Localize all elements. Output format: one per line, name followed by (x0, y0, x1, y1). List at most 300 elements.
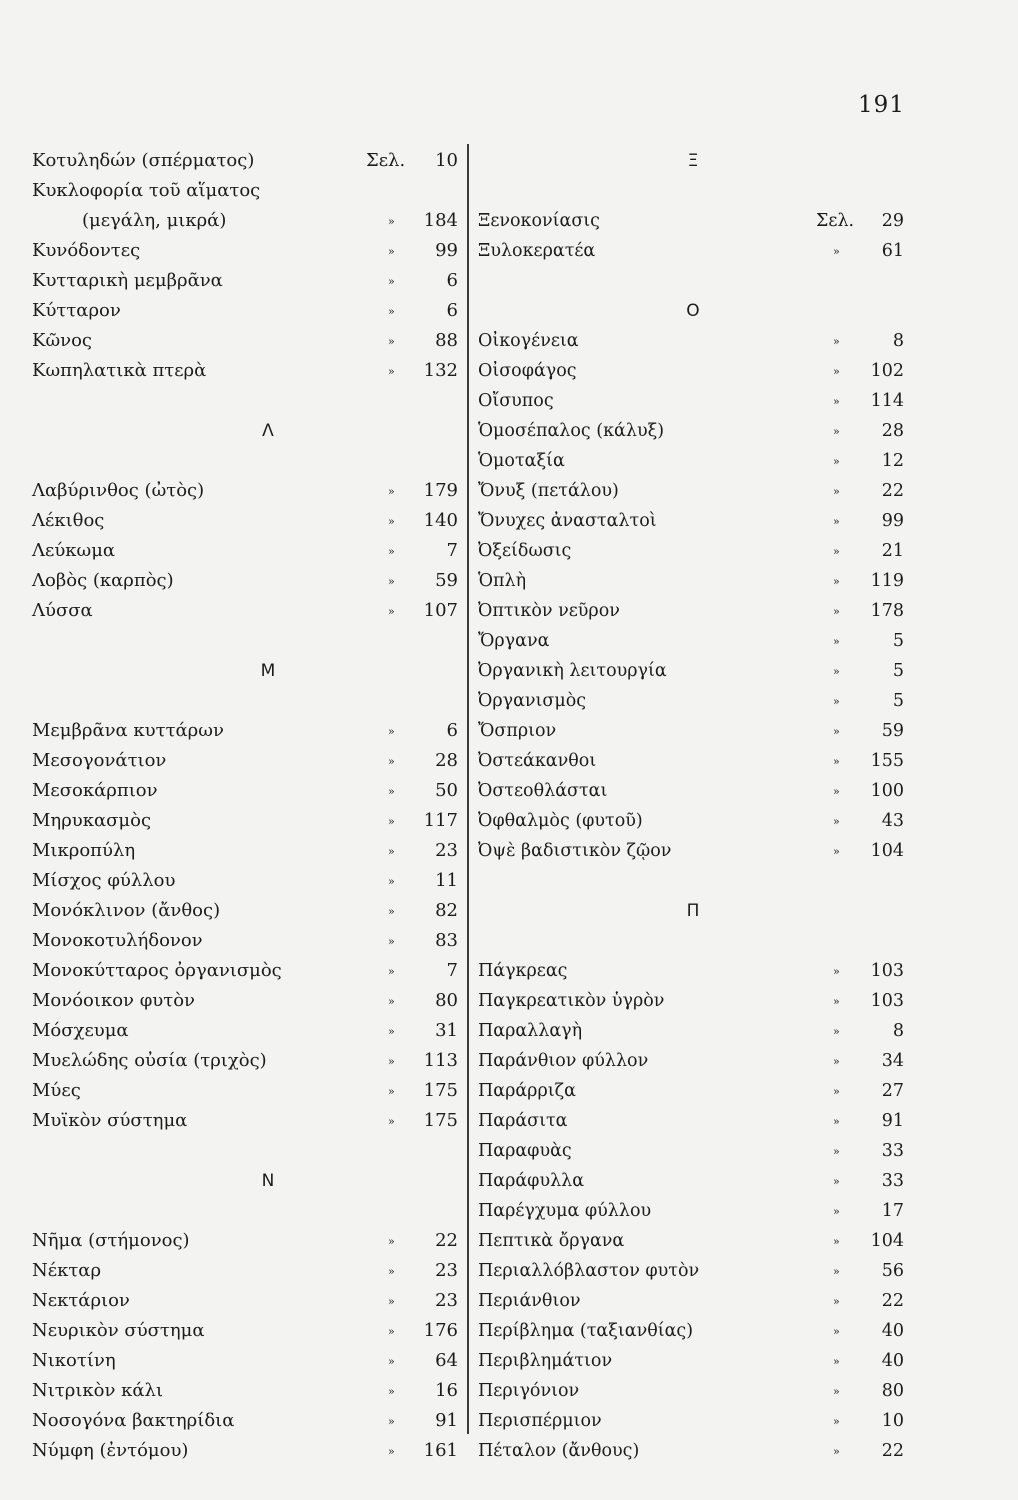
page-reference: 155 (870, 751, 904, 771)
page-reference: 40 (881, 1321, 904, 1341)
page-reference: 88 (435, 330, 458, 351)
index-entry (32, 1256, 460, 1286)
index-entry (32, 866, 460, 896)
index-entry (32, 1076, 460, 1106)
entry-term: Ὀστεάκανθοι (478, 751, 597, 771)
page-reference: 117 (423, 810, 458, 831)
index-entry (32, 566, 460, 596)
index-entry (478, 1286, 908, 1316)
index-entry (478, 1346, 908, 1376)
entry-term: Μονόκλινον (ἄνθος) (32, 900, 221, 921)
ditto-mark: » (833, 1085, 840, 1098)
page-reference: 22 (881, 481, 904, 501)
page-reference: 91 (881, 1111, 904, 1131)
ditto-mark: » (833, 395, 840, 408)
entry-term: Μόσχευμα (32, 1020, 129, 1041)
page-reference: 104 (870, 841, 904, 861)
ditto-mark: » (833, 1115, 840, 1128)
entry-term: Νιτρικὸν κάλι (32, 1380, 164, 1401)
page-reference: 5 (892, 631, 904, 651)
ditto-mark: » (388, 845, 395, 858)
ditto-mark: » (833, 1205, 840, 1218)
index-entry (478, 596, 908, 626)
ditto-mark: » (833, 485, 840, 498)
page-reference: 28 (881, 421, 904, 441)
entry-term: Ξυλοκερατέα (478, 241, 596, 261)
entry-term: Μίσχος φύλλου (32, 870, 176, 891)
ditto-mark: » (388, 1445, 395, 1458)
entry-term: Ὄνυχες ἀνασταλτοὶ (478, 511, 657, 531)
entry-term: Παράνθιον φύλλον (478, 1051, 649, 1071)
ditto-mark: » (388, 515, 395, 528)
entry-term: Μικροπύλη (32, 840, 136, 861)
ditto-mark: » (833, 1385, 840, 1398)
index-entry (478, 1016, 908, 1046)
index-entry (478, 506, 908, 536)
index-entry (478, 566, 908, 596)
entry-term: Κυνόδοντες (32, 240, 141, 261)
entry-term: Μονόοικον φυτὸν (32, 990, 195, 1011)
index-entry (32, 506, 460, 536)
entry-term: Ὀργανικὴ λειτουργία (478, 661, 667, 681)
ditto-mark: » (833, 965, 840, 978)
entry-term: Παράρριζα (478, 1081, 576, 1101)
ditto-mark: » (833, 695, 840, 708)
page-reference: 27 (881, 1081, 904, 1101)
ditto-mark: » (388, 815, 395, 828)
page-reference: 82 (435, 900, 458, 921)
page-reference: 114 (870, 391, 904, 411)
ditto-mark: » (388, 1355, 395, 1368)
page-reference: 28 (435, 750, 458, 771)
entry-term: Πέταλον (ἄνθους) (478, 1441, 640, 1461)
page-reference: 23 (435, 1260, 458, 1281)
index-entry (478, 476, 908, 506)
index-entry (32, 146, 460, 176)
section-letter-heading: Μ (260, 661, 276, 681)
ditto-mark: » (388, 245, 395, 258)
page-label: Σελ. (366, 150, 406, 171)
page-reference: 184 (423, 210, 458, 231)
index-entry (32, 356, 460, 386)
page-reference: 33 (881, 1171, 904, 1191)
index-entry (32, 476, 460, 506)
index-entry (478, 716, 908, 746)
page-reference: 10 (435, 150, 458, 171)
ditto-mark: » (388, 725, 395, 738)
index-entry (32, 1436, 460, 1466)
page-reference: 34 (881, 1051, 904, 1071)
entry-term: Μονοκύτταρος ὀργανισμὸς (32, 960, 282, 981)
entry-term: Ξενοκονίασις (478, 211, 600, 231)
page-reference: 119 (870, 571, 904, 591)
page-reference: 179 (423, 480, 458, 501)
section-letter-heading: Λ (262, 421, 274, 441)
left-index-column (32, 146, 460, 1466)
entry-term: Ὀργανισμὸς (478, 691, 587, 711)
entry-term: Λεύκωμα (32, 540, 116, 561)
index-entry (478, 686, 908, 716)
page-reference: 10 (881, 1411, 904, 1431)
ditto-mark: » (388, 575, 395, 588)
entry-term: Οἰσοφάγος (478, 361, 577, 381)
entry-term: Νευρικὸν σύστημα (32, 1320, 205, 1341)
ditto-mark: » (388, 785, 395, 798)
page-reference: 132 (423, 360, 458, 381)
index-entry (32, 716, 460, 746)
ditto-mark: » (388, 365, 395, 378)
ditto-mark: » (833, 425, 840, 438)
index-entry (32, 1346, 460, 1376)
index-entry (32, 296, 460, 326)
entry-term: Ὄσπριον (478, 721, 557, 741)
index-entry (32, 206, 460, 236)
page-label: Σελ. (816, 211, 855, 231)
ditto-mark: » (833, 365, 840, 378)
blank-line (32, 386, 460, 416)
ditto-mark: » (833, 1325, 840, 1338)
index-entry (478, 956, 908, 986)
ditto-mark: » (388, 1325, 395, 1338)
page-reference: 102 (870, 361, 904, 381)
index-entry (478, 236, 908, 266)
entry-term: Ὀξείδωσις (478, 541, 572, 561)
entry-term: Ὀφθαλμὸς (φυτοῦ) (478, 811, 643, 831)
ditto-mark: » (833, 815, 840, 828)
entry-term: Λοβὸς (καρπὸς) (32, 570, 174, 591)
page-reference: 29 (881, 211, 904, 231)
page-reference: 43 (881, 811, 904, 831)
ditto-mark: » (388, 1085, 395, 1098)
index-entry (478, 1046, 908, 1076)
ditto-mark: » (833, 1355, 840, 1368)
page-reference: 104 (870, 1231, 904, 1251)
entry-term: Παράσιτα (478, 1111, 568, 1131)
entry-term: Περιγόνιον (478, 1381, 580, 1401)
entry-term: Λαβύρινθος (ὠτὸς) (32, 480, 205, 501)
column-divider (467, 144, 469, 1434)
page-reference: 23 (435, 840, 458, 861)
index-entry (32, 1376, 460, 1406)
ditto-mark: » (388, 305, 395, 318)
index-entry (32, 326, 460, 356)
right-index-column (478, 146, 908, 1466)
index-entry (32, 176, 460, 206)
page-reference: 5 (892, 691, 904, 711)
ditto-mark: » (388, 275, 395, 288)
index-entry (478, 1436, 908, 1466)
index-entry (32, 536, 460, 566)
page-reference: 103 (870, 991, 904, 1011)
entry-term: Μύες (32, 1080, 81, 1101)
ditto-mark: » (833, 545, 840, 558)
page-reference: 59 (435, 570, 458, 591)
index-entry (478, 1316, 908, 1346)
page-reference: 8 (892, 331, 904, 351)
entry-term: Ὁμοσέπαλος (κάλυξ) (478, 421, 665, 441)
entry-term: Περιβλημάτιον (478, 1351, 613, 1371)
index-entry (478, 326, 908, 356)
page-reference: 100 (870, 781, 904, 801)
entry-term: Νοσογόνα βακτηρίδια (32, 1410, 235, 1431)
index-entry (478, 776, 908, 806)
index-entry (478, 356, 908, 386)
index-entry (478, 206, 908, 236)
entry-term: Μεσοκάρπιον (32, 780, 158, 801)
entry-term: Λύσσα (32, 600, 93, 621)
page-reference: 59 (881, 721, 904, 741)
entry-term: Μυελώδης οὐσία (τριχὸς) (32, 1050, 267, 1071)
index-entry (32, 806, 460, 836)
ditto-mark: » (388, 545, 395, 558)
index-entry (32, 1106, 460, 1136)
index-entry (32, 596, 460, 626)
page-reference: 7 (446, 960, 458, 981)
ditto-mark: » (833, 1445, 840, 1458)
page-reference: 5 (892, 661, 904, 681)
blank-line (32, 626, 460, 656)
index-entry (32, 956, 460, 986)
ditto-mark: » (388, 1055, 395, 1068)
ditto-mark: » (388, 1025, 395, 1038)
page-reference: 6 (446, 270, 458, 291)
index-entry (478, 1166, 908, 1196)
index-entry (478, 446, 908, 476)
ditto-mark: » (388, 1415, 395, 1428)
blank-line (478, 926, 908, 956)
entry-term: (μεγάλη, μικρά) (82, 210, 227, 231)
entry-term: Πάγκρεας (478, 961, 568, 981)
index-entry (32, 776, 460, 806)
ditto-mark: » (833, 575, 840, 588)
page-reference: 8 (892, 1021, 904, 1041)
entry-term: Ὄνυξ (πετάλου) (478, 481, 619, 501)
ditto-mark: » (833, 845, 840, 858)
index-entry (478, 836, 908, 866)
page-reference: 40 (881, 1351, 904, 1371)
entry-term: Μηρυκασμὸς (32, 810, 152, 831)
index-entry (478, 806, 908, 836)
index-entry (32, 1016, 460, 1046)
ditto-mark: » (388, 1115, 395, 1128)
entry-term: Κυτταρικὴ μεμβρᾶνα (32, 270, 223, 291)
ditto-mark: » (388, 935, 395, 948)
entry-term: Νικοτίνη (32, 1350, 116, 1371)
ditto-mark: » (388, 755, 395, 768)
index-entry (32, 1286, 460, 1316)
ditto-mark: » (833, 335, 840, 348)
ditto-mark: » (388, 605, 395, 618)
ditto-mark: » (388, 335, 395, 348)
blank-line (32, 1196, 460, 1226)
index-entry (478, 1226, 908, 1256)
entry-term: Μεμβρᾶνα κυττάρων (32, 720, 224, 741)
blank-line (32, 686, 460, 716)
index-entry (32, 236, 460, 266)
index-entry (478, 746, 908, 776)
index-entry (478, 1076, 908, 1106)
entry-term: Οἴσυπος (478, 391, 554, 411)
entry-term: Ὁμοταξία (478, 451, 565, 471)
ditto-mark: » (833, 1025, 840, 1038)
entry-term: Κῶνος (32, 330, 92, 351)
blank-line (32, 446, 460, 476)
ditto-mark: » (833, 455, 840, 468)
index-entry (32, 836, 460, 866)
ditto-mark: » (833, 515, 840, 528)
entry-term: Περισπέρμιον (478, 1411, 602, 1431)
entry-term: Ὀψὲ βαδιστικὸν ζῷον (478, 841, 672, 861)
entry-term: Παραφυὰς (478, 1141, 572, 1161)
index-entry (478, 1376, 908, 1406)
page-reference: 6 (446, 300, 458, 321)
index-entry (32, 1226, 460, 1256)
section-letter-heading: Ο (686, 301, 700, 321)
page-reference: 64 (435, 1350, 458, 1371)
ditto-mark: » (833, 1235, 840, 1248)
index-entry (32, 896, 460, 926)
index-entry (32, 1316, 460, 1346)
page-reference: 22 (881, 1441, 904, 1461)
index-entry (32, 746, 460, 776)
ditto-mark: » (833, 665, 840, 678)
page-reference: 175 (423, 1110, 458, 1131)
ditto-mark: » (388, 1295, 395, 1308)
entry-term: Παράφυλλα (478, 1171, 585, 1191)
index-entry (478, 1136, 908, 1166)
page-reference: 21 (881, 541, 904, 561)
index-entry (478, 536, 908, 566)
entry-term: Νῆμα (στήμονος) (32, 1230, 190, 1251)
section-letter-heading: Π (686, 901, 700, 921)
entry-term: Κυκλοφορία τοῦ αἵματος (32, 180, 261, 201)
entry-term: Μονοκοτυλήδονον (32, 930, 203, 951)
section-letter-heading: Ξ (687, 151, 699, 171)
ditto-mark: » (833, 1175, 840, 1188)
page-reference: 140 (423, 510, 458, 531)
page-reference: 16 (435, 1380, 458, 1401)
ditto-mark: » (833, 1415, 840, 1428)
entry-term: Ὀπτικὸν νεῦρον (478, 601, 620, 621)
page-reference: 50 (435, 780, 458, 801)
index-entry (478, 656, 908, 686)
page-reference: 61 (881, 241, 904, 261)
ditto-mark: » (833, 995, 840, 1008)
entry-term: Ὀστεοθλάσται (478, 781, 608, 801)
page-reference: 22 (881, 1291, 904, 1311)
entry-term: Περίβλημα (ταξιανθίας) (478, 1321, 694, 1341)
ditto-mark: » (833, 1055, 840, 1068)
page-reference: 80 (435, 990, 458, 1011)
index-entry (478, 986, 908, 1016)
page-reference: 6 (446, 720, 458, 741)
section-letter-heading: Ν (261, 1171, 275, 1191)
ditto-mark: » (388, 215, 395, 228)
page-reference: 99 (435, 240, 458, 261)
ditto-mark: » (388, 995, 395, 1008)
index-entry (478, 1106, 908, 1136)
index-entry (478, 416, 908, 446)
index-entry (478, 1256, 908, 1286)
page-reference: 22 (435, 1230, 458, 1251)
entry-term: Μεσογονάτιον (32, 750, 167, 771)
index-entry (32, 1406, 460, 1436)
index-entry (32, 266, 460, 296)
ditto-mark: » (388, 1235, 395, 1248)
page-reference: 113 (423, 1050, 458, 1071)
ditto-mark: » (388, 485, 395, 498)
blank-line (478, 266, 908, 296)
page-reference: 12 (881, 451, 904, 471)
page-reference: 23 (435, 1290, 458, 1311)
ditto-mark: » (388, 1385, 395, 1398)
page-reference: 103 (870, 961, 904, 981)
entry-term: Νύμφη (ἐντόμου) (32, 1440, 189, 1461)
entry-term: Νέκταρ (32, 1260, 102, 1281)
index-entry (478, 1406, 908, 1436)
entry-term: Παρέγχυμα φύλλου (478, 1201, 652, 1221)
index-entry (32, 986, 460, 1016)
index-entry (32, 1046, 460, 1076)
page-reference: 99 (881, 511, 904, 531)
entry-term: Περιαλλόβλαστον φυτὸν (478, 1261, 700, 1281)
entry-term: Κοτυληδών (σπέρματος) (32, 150, 255, 171)
entry-term: Μυϊκὸν σύστημα (32, 1110, 188, 1131)
ditto-mark: » (388, 905, 395, 918)
page-reference: 80 (881, 1381, 904, 1401)
page-reference: 176 (423, 1320, 458, 1341)
page-reference: 11 (435, 870, 458, 891)
page-reference: 33 (881, 1141, 904, 1161)
ditto-mark: » (833, 245, 840, 258)
blank-line (478, 866, 908, 896)
page-reference: 175 (423, 1080, 458, 1101)
entry-term: Περιάνθιον (478, 1291, 581, 1311)
page-reference: 83 (435, 930, 458, 951)
ditto-mark: » (833, 635, 840, 648)
ditto-mark: » (833, 605, 840, 618)
page-reference: 56 (881, 1261, 904, 1281)
entry-term: Ὄργανα (478, 631, 550, 651)
ditto-mark: » (833, 785, 840, 798)
page-reference: 7 (446, 540, 458, 561)
ditto-mark: » (388, 875, 395, 888)
entry-term: Κύτταρον (32, 300, 121, 321)
page-reference: 107 (423, 600, 458, 621)
entry-term: Πεπτικὰ ὄργανα (478, 1231, 625, 1251)
page-reference: 31 (435, 1020, 458, 1041)
ditto-mark: » (833, 1145, 840, 1158)
blank-line (32, 1136, 460, 1166)
blank-line (478, 176, 908, 206)
ditto-mark: » (388, 1265, 395, 1278)
page-reference: 17 (881, 1201, 904, 1221)
entry-term: Ὁπλὴ (478, 571, 527, 591)
ditto-mark: » (833, 755, 840, 768)
ditto-mark: » (833, 1295, 840, 1308)
page-reference: 178 (870, 601, 904, 621)
index-entry (478, 626, 908, 656)
index-entry (32, 926, 460, 956)
page-reference: 91 (435, 1410, 458, 1431)
entry-term: Κωπηλατικὰ πτερὰ (32, 360, 207, 381)
page-reference: 161 (423, 1440, 458, 1461)
entry-term: Νεκτάριον (32, 1290, 130, 1311)
index-entry (478, 386, 908, 416)
entry-term: Οἰκογένεια (478, 331, 579, 351)
ditto-mark: » (833, 1265, 840, 1278)
ditto-mark: » (388, 965, 395, 978)
